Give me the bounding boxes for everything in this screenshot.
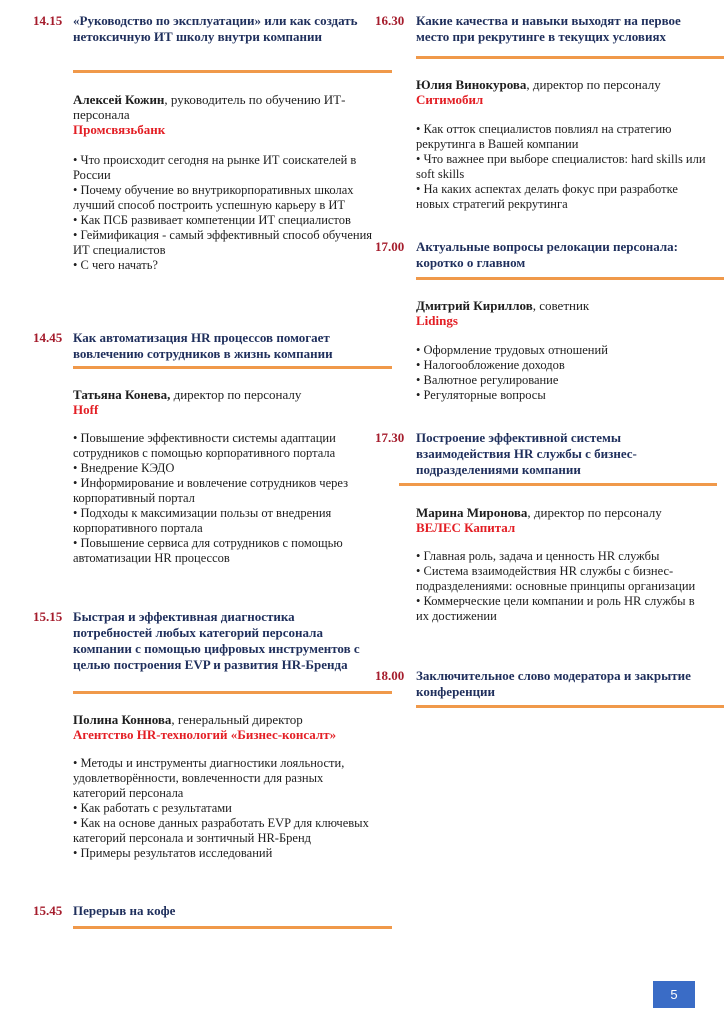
session-time: 17.30: [375, 430, 405, 445]
topic-item: • Почему обучение во внутрикорпоративных школах лучший способ построить успешную карьеру в ИТ: [73, 183, 373, 213]
topic-item: • Коммерческие цели компании и роль HR службы в их достижении: [416, 594, 706, 624]
topic-item: • Повышение сервиса для сотрудников с помощью автоматизации HR процессов: [73, 536, 373, 566]
speaker-name: Юлия Винокурова: [416, 77, 527, 92]
section-divider: [416, 277, 724, 280]
session-title: Перерыв на кофе: [73, 903, 176, 918]
topic-item: • Как работать с результатами: [73, 801, 373, 816]
speaker-company: Hoff: [73, 402, 99, 417]
topic-list: [416, 343, 706, 403]
speaker-role: директор по персоналу: [170, 387, 302, 402]
topic-item: • Внедрение КЭДО: [73, 461, 373, 476]
page-number-badge: 5: [653, 981, 695, 1008]
topic-item: • На каких аспектах делать фокус при разработке новых стратегий рекрутинга: [416, 182, 706, 212]
speaker-name: Татьяна Конева,: [73, 387, 171, 402]
topic-item: • Примеры результатов исследований: [73, 846, 373, 861]
session-title: Актуальные вопросы релокации персонала: коротко о главном: [416, 239, 678, 270]
speaker-company: Промсвязьбанк: [73, 122, 166, 137]
topic-item: • Главная роль, задача и ценность HR службы: [416, 549, 706, 564]
topic-item: • Подходы к максимизации пользы от внедрения корпоративного портала: [73, 506, 373, 536]
session-time: 18.00: [375, 668, 405, 683]
speaker-role: , директор по персоналу: [527, 505, 662, 520]
topic-item: • Информирование и вовлечение сотрудников через корпоративный портал: [73, 476, 373, 506]
topic-item: • Как ПСБ развивает компетенции ИТ специалистов: [73, 213, 373, 228]
speaker-role: , директор по персоналу: [526, 77, 661, 92]
section-divider: [73, 366, 392, 369]
speaker-company: Агентство HR-технологий «Бизнес-консалт»: [73, 727, 337, 742]
topic-item: • Повышение эффективности системы адаптации сотрудников с помощью корпоративного портала: [73, 431, 373, 461]
topic-item: • Оформление трудовых отношений: [416, 343, 706, 358]
session-time: 17.00: [375, 239, 405, 254]
topic-list: [73, 756, 373, 861]
speaker-info: [73, 712, 383, 742]
topic-item: • Налогообложение доходов: [416, 358, 706, 373]
speaker-company: ВЕЛЕС Капитал: [416, 520, 516, 535]
speaker-role: , генеральный директор: [171, 712, 303, 727]
session-time: 14.45: [33, 330, 63, 345]
section-divider: [73, 691, 392, 694]
topic-item: • Регуляторные вопросы: [416, 388, 706, 403]
session-title: Быстрая и эффективная диагностика потребностей любых категорий персонала компании с помощью цифровых инструментов с целью построения EVP и развития HR-Бренда: [73, 609, 360, 672]
topic-item: • С чего начать?: [73, 258, 373, 273]
speaker-name: Дмитрий Кириллов: [416, 298, 533, 313]
speaker-name: Алексей Кожин: [73, 92, 165, 107]
session-time: 15.15: [33, 609, 63, 624]
session-time: 16.30: [375, 13, 405, 28]
topic-list: [416, 122, 706, 212]
topic-list: [73, 431, 373, 566]
speaker-company: Lidings: [416, 313, 458, 328]
topic-item: • Как на основе данных разработать EVP для ключевых категорий персонала и зонтичный HR-Бренд: [73, 816, 373, 846]
topic-item: • Методы и инструменты диагностики лояльности, удовлетворённости, вовлеченности для разных категорий персонала: [73, 756, 373, 801]
topic-list: [416, 549, 706, 624]
speaker-name: Полина Коннова: [73, 712, 172, 727]
session-title: Заключительное слово модератора и закрытие конференции: [416, 668, 691, 699]
section-divider: [73, 70, 392, 73]
speaker-info: [416, 298, 716, 328]
section-divider: [416, 56, 724, 59]
session-title: Как автоматизация HR процессов помогает вовлечению сотрудников в жизнь компании: [73, 330, 333, 361]
session-time: 14.15: [33, 13, 63, 28]
topic-list: [73, 153, 373, 273]
speaker-role: , руководитель по обучению ИТ-персонала: [73, 92, 346, 122]
topic-item: • Система взаимодействия HR службы с бизнес-подразделениями: основные принципы организации: [416, 564, 706, 594]
section-divider: [73, 926, 392, 929]
speaker-info: [416, 77, 716, 107]
speaker-name: Марина Миронова: [416, 505, 528, 520]
topic-item: • Как отток специалистов повлиял на стратегию рекрутинга в Вашей компании: [416, 122, 706, 152]
speaker-role: , советник: [532, 298, 590, 313]
topic-item: • Что происходит сегодня на рынке ИТ соискателей в России: [73, 153, 373, 183]
topic-item: • Что важнее при выборе специалистов: hard skills или soft skills: [416, 152, 706, 182]
speaker-info: [73, 92, 373, 137]
session-title: Построение эффективной системы взаимодействия HR службы с бизнес-подразделениями компании: [416, 430, 637, 477]
topic-item: • Валютное регулирование: [416, 373, 706, 388]
speaker-info: [73, 387, 373, 417]
section-divider: [399, 483, 717, 486]
section-divider: [416, 705, 724, 708]
session-title: Какие качества и навыки выходят на первое место при рекрутинге в текущих условиях: [416, 13, 681, 44]
session-title: «Руководство по эксплуатации» или как создать нетоксичную ИТ школу внутри компании: [73, 13, 358, 44]
speaker-info: [416, 505, 716, 535]
session-time: 15.45: [33, 903, 63, 918]
speaker-company: Ситимобил: [416, 92, 484, 107]
topic-item: • Геймификация - самый эффективный способ обучения ИТ специалистов: [73, 228, 373, 258]
